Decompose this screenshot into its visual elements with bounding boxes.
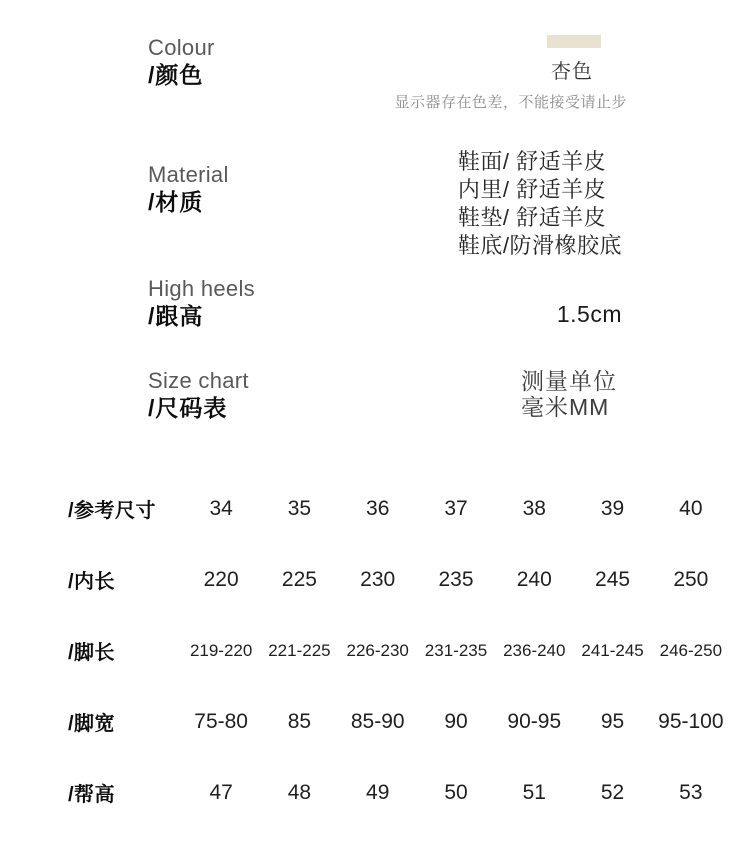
table-cell: 250 (673, 567, 709, 591)
table-cell: 240 (516, 567, 552, 591)
colour-label-en: Colour (148, 35, 215, 60)
size-chart-label-en: Size chart (148, 368, 249, 393)
table-cell: 35 (287, 496, 312, 520)
material-label (148, 162, 229, 216)
material-section (148, 148, 622, 260)
table-cell: 95-100 (658, 709, 724, 733)
table-cell: 52 (600, 780, 625, 804)
table-cell: 241-245 (581, 640, 644, 660)
table-cell: 85-90 (350, 709, 405, 733)
table-cell: 40 (679, 496, 703, 520)
table-cell: 219-220 (189, 640, 253, 660)
heel-label (148, 276, 255, 330)
material-line-insole: 鞋垫/ 舒适羊皮 (457, 205, 607, 230)
row-label: /帮高 (68, 784, 116, 806)
colour-label (148, 35, 215, 89)
table-cell: 235 (438, 567, 474, 591)
material-line-lining: 内里/ 舒适羊皮 (457, 177, 607, 202)
table-cell: 90 (444, 709, 468, 733)
table-cell: 236-240 (503, 640, 566, 660)
row-label: /脚长 (68, 642, 116, 664)
table-row-foot-width (40, 686, 730, 757)
table-cell: 50 (444, 780, 468, 804)
table-cell: 245 (595, 567, 631, 591)
table-cell: 38 (522, 496, 546, 520)
heel-section (148, 276, 622, 330)
table-row-inner-length (40, 544, 730, 615)
size-chart-label-zh: /尺码表 (148, 395, 228, 421)
table-cell: 49 (366, 780, 390, 804)
colour-section (148, 35, 627, 112)
measurement-unit (521, 368, 617, 420)
table-cell: 37 (444, 496, 468, 520)
table-cell: 95 (600, 709, 625, 733)
heel-label-zh: /跟高 (148, 303, 204, 329)
material-line-upper: 鞋面/ 舒适羊皮 (457, 149, 607, 174)
material-label-zh: /材质 (148, 189, 204, 215)
material-lines (458, 148, 622, 260)
row-label: /脚宽 (68, 713, 116, 735)
table-cell: 230 (360, 567, 396, 591)
table-cell: 85 (287, 709, 312, 733)
table-cell: 53 (679, 780, 703, 804)
row-label: /参考尺寸 (68, 500, 157, 522)
table-cell: 231-235 (424, 640, 488, 660)
size-table (40, 473, 730, 828)
size-chart-label (148, 368, 249, 422)
table-row-shaft-height (40, 757, 730, 828)
measurement-unit-line1: 测量单位 (521, 368, 617, 394)
table-cell: 226-230 (346, 640, 409, 660)
table-cell: 90-95 (507, 709, 562, 733)
colour-label-zh: /颜色 (148, 62, 204, 88)
table-cell: 225 (281, 567, 317, 591)
heel-height-value: 1.5cm (556, 301, 622, 327)
row-label: /内长 (68, 571, 116, 593)
size-chart-section (148, 368, 617, 422)
table-row-foot-length (40, 615, 730, 686)
material-line-outsole: 鞋底/防滑橡胶底 (457, 233, 622, 258)
table-cell: 51 (522, 780, 546, 804)
colour-disclaimer: 显示器存在色差，不能接受请止步 (394, 94, 627, 111)
table-row-reference-size (40, 473, 730, 544)
table-cell: 39 (600, 496, 625, 520)
table-cell: 34 (209, 496, 233, 520)
table-cell: 221-225 (268, 640, 331, 660)
table-cell: 36 (366, 496, 390, 520)
measurement-unit-line2: 毫米MM (521, 394, 610, 420)
table-cell: 75-80 (194, 709, 248, 733)
colour-content (394, 35, 627, 112)
table-cell: 246-250 (659, 640, 723, 660)
colour-swatch (547, 35, 601, 48)
table-cell: 48 (287, 780, 312, 804)
table-cell: 47 (209, 780, 233, 804)
table-cell: 220 (203, 567, 239, 591)
colour-swatch-name: 杏色 (551, 61, 593, 83)
material-label-en: Material (148, 162, 229, 187)
heel-label-en: High heels (148, 276, 255, 301)
